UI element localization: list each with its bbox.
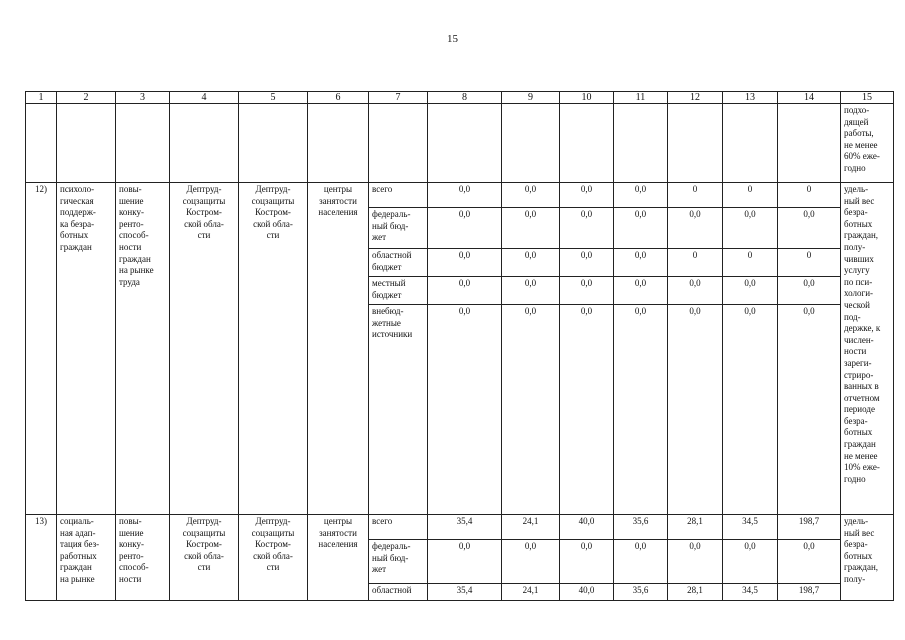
amount-cell: 0,0 [428, 305, 502, 515]
amount-cell: 35,6 [614, 515, 668, 540]
empty-cell [560, 104, 614, 183]
header-row [26, 92, 894, 104]
amount-cell: 35,4 [428, 515, 502, 540]
amount-cell: 40,0 [560, 584, 614, 601]
amount-cell: 0,0 [668, 277, 723, 305]
column-header: 13 [723, 92, 778, 104]
funding-source: местный бюджет [369, 277, 428, 305]
empty-cell [308, 104, 369, 183]
empty-cell [239, 104, 308, 183]
amount-cell: 198,7 [778, 584, 841, 601]
column-header: 2 [57, 92, 116, 104]
amount-cell: 198,7 [778, 515, 841, 540]
funding-source: федераль- ный бюд- жет [369, 208, 428, 249]
amount-cell: 0,0 [428, 208, 502, 249]
amount-cell: 24,1 [502, 584, 560, 601]
amount-cell: 0,0 [502, 249, 560, 277]
column-header: 6 [308, 92, 369, 104]
amount-cell: 0,0 [560, 305, 614, 515]
amount-cell: 24,1 [502, 515, 560, 540]
coexecutor-cell: Дептруд- соцзащиты Костром- ской обла- сти [239, 183, 308, 515]
empty-cell [668, 104, 723, 183]
amount-cell: 0,0 [668, 305, 723, 515]
amount-cell: 0,0 [614, 540, 668, 584]
amount-cell: 0,0 [668, 208, 723, 249]
amount-cell: 28,1 [668, 584, 723, 601]
amount-cell: 0,0 [614, 208, 668, 249]
amount-cell: 0,0 [614, 249, 668, 277]
participants-cell: центры занятости населения [308, 515, 369, 601]
column-header: 7 [369, 92, 428, 104]
amount-cell: 0,0 [778, 208, 841, 249]
amount-cell: 0,0 [502, 540, 560, 584]
result-cell: удель- ный вес безра- ботных граждан, полу- [841, 515, 894, 601]
amount-cell: 34,5 [723, 584, 778, 601]
continuation-row [26, 104, 894, 183]
page-number: 15 [447, 33, 458, 45]
empty-cell [778, 104, 841, 183]
amount-cell: 0,0 [723, 208, 778, 249]
column-header: 10 [560, 92, 614, 104]
amount-cell: 0,0 [778, 305, 841, 515]
item-goal: повы- шение конку- ренто- способ- ности [116, 515, 170, 601]
amount-cell: 0,0 [560, 208, 614, 249]
amount-cell: 0 [668, 183, 723, 208]
item-number: 13) [26, 515, 57, 601]
empty-cell [723, 104, 778, 183]
empty-cell [502, 104, 560, 183]
amount-cell: 0,0 [502, 208, 560, 249]
amount-cell: 0 [723, 183, 778, 208]
empty-cell [614, 104, 668, 183]
funding-source: всего [369, 183, 428, 208]
amount-cell: 0,0 [560, 277, 614, 305]
empty-cell [369, 104, 428, 183]
result-cell: подхо- дящей работы, не менее 60% еже- годно [841, 104, 894, 183]
amount-cell: 28,1 [668, 515, 723, 540]
amount-cell: 0,0 [502, 305, 560, 515]
column-header: 11 [614, 92, 668, 104]
amount-cell: 40,0 [560, 515, 614, 540]
amount-cell: 0,0 [502, 277, 560, 305]
amount-cell: 35,6 [614, 584, 668, 601]
amount-cell: 0,0 [560, 183, 614, 208]
amount-cell: 35,4 [428, 584, 502, 601]
amount-cell: 0,0 [778, 277, 841, 305]
empty-cell [116, 104, 170, 183]
column-header: 1 [26, 92, 57, 104]
program-table [25, 91, 894, 601]
amount-cell: 0 [668, 249, 723, 277]
executor-cell: Дептруд- соцзащиты Костром- ской обла- сти [170, 515, 239, 601]
executor-cell: Дептруд- соцзащиты Костром- ской обла- сти [170, 183, 239, 515]
amount-cell: 0,0 [614, 183, 668, 208]
column-header: 5 [239, 92, 308, 104]
amount-cell: 0,0 [428, 277, 502, 305]
amount-cell: 0 [723, 249, 778, 277]
item-number: 12) [26, 183, 57, 515]
amount-cell: 0,0 [428, 183, 502, 208]
participants-cell: центры занятости населения [308, 183, 369, 515]
funding-source: областной бюджет [369, 249, 428, 277]
item-name: социаль- ная адап- тация без- работных граждан на рынке [57, 515, 116, 601]
amount-cell: 0,0 [723, 305, 778, 515]
amount-cell: 0,0 [428, 249, 502, 277]
column-header: 9 [502, 92, 560, 104]
amount-cell: 34,5 [723, 515, 778, 540]
funding-source: всего [369, 515, 428, 540]
empty-cell [26, 104, 57, 183]
amount-cell: 0,0 [778, 540, 841, 584]
empty-cell [428, 104, 502, 183]
column-header: 14 [778, 92, 841, 104]
column-header: 15 [841, 92, 894, 104]
result-cell: удель- ный вес безра- ботных граждан, полу- чивших услугу по пси- хологи- ческой под- держке, к числен- ности зареги- стриро- ванных в отчетном периоде безра- ботных граждан не менее 10% еже- годно [841, 183, 894, 515]
empty-cell [170, 104, 239, 183]
empty-cell [57, 104, 116, 183]
amount-cell: 0,0 [560, 540, 614, 584]
table-row [26, 183, 894, 208]
funding-source: внебюд- жетные источники [369, 305, 428, 515]
amount-cell: 0 [778, 183, 841, 208]
column-header: 8 [428, 92, 502, 104]
amount-cell: 0,0 [668, 540, 723, 584]
amount-cell: 0,0 [723, 277, 778, 305]
amount-cell: 0,0 [560, 249, 614, 277]
amount-cell: 0,0 [614, 305, 668, 515]
item-goal: повы- шение конку- ренто- способ- ности граждан на рынке труда [116, 183, 170, 515]
funding-source: областной [369, 584, 428, 601]
amount-cell: 0,0 [614, 277, 668, 305]
amount-cell: 0,0 [723, 540, 778, 584]
item-name: психоло- гическая поддерж- ка безра- ботных граждан [57, 183, 116, 515]
coexecutor-cell: Дептруд- соцзащиты Костром- ской обла- сти [239, 515, 308, 601]
amount-cell: 0,0 [428, 540, 502, 584]
column-header: 4 [170, 92, 239, 104]
amount-cell: 0 [778, 249, 841, 277]
column-header: 3 [116, 92, 170, 104]
funding-source: федераль- ный бюд- жет [369, 540, 428, 584]
column-header: 12 [668, 92, 723, 104]
amount-cell: 0,0 [502, 183, 560, 208]
table-row [26, 515, 894, 540]
